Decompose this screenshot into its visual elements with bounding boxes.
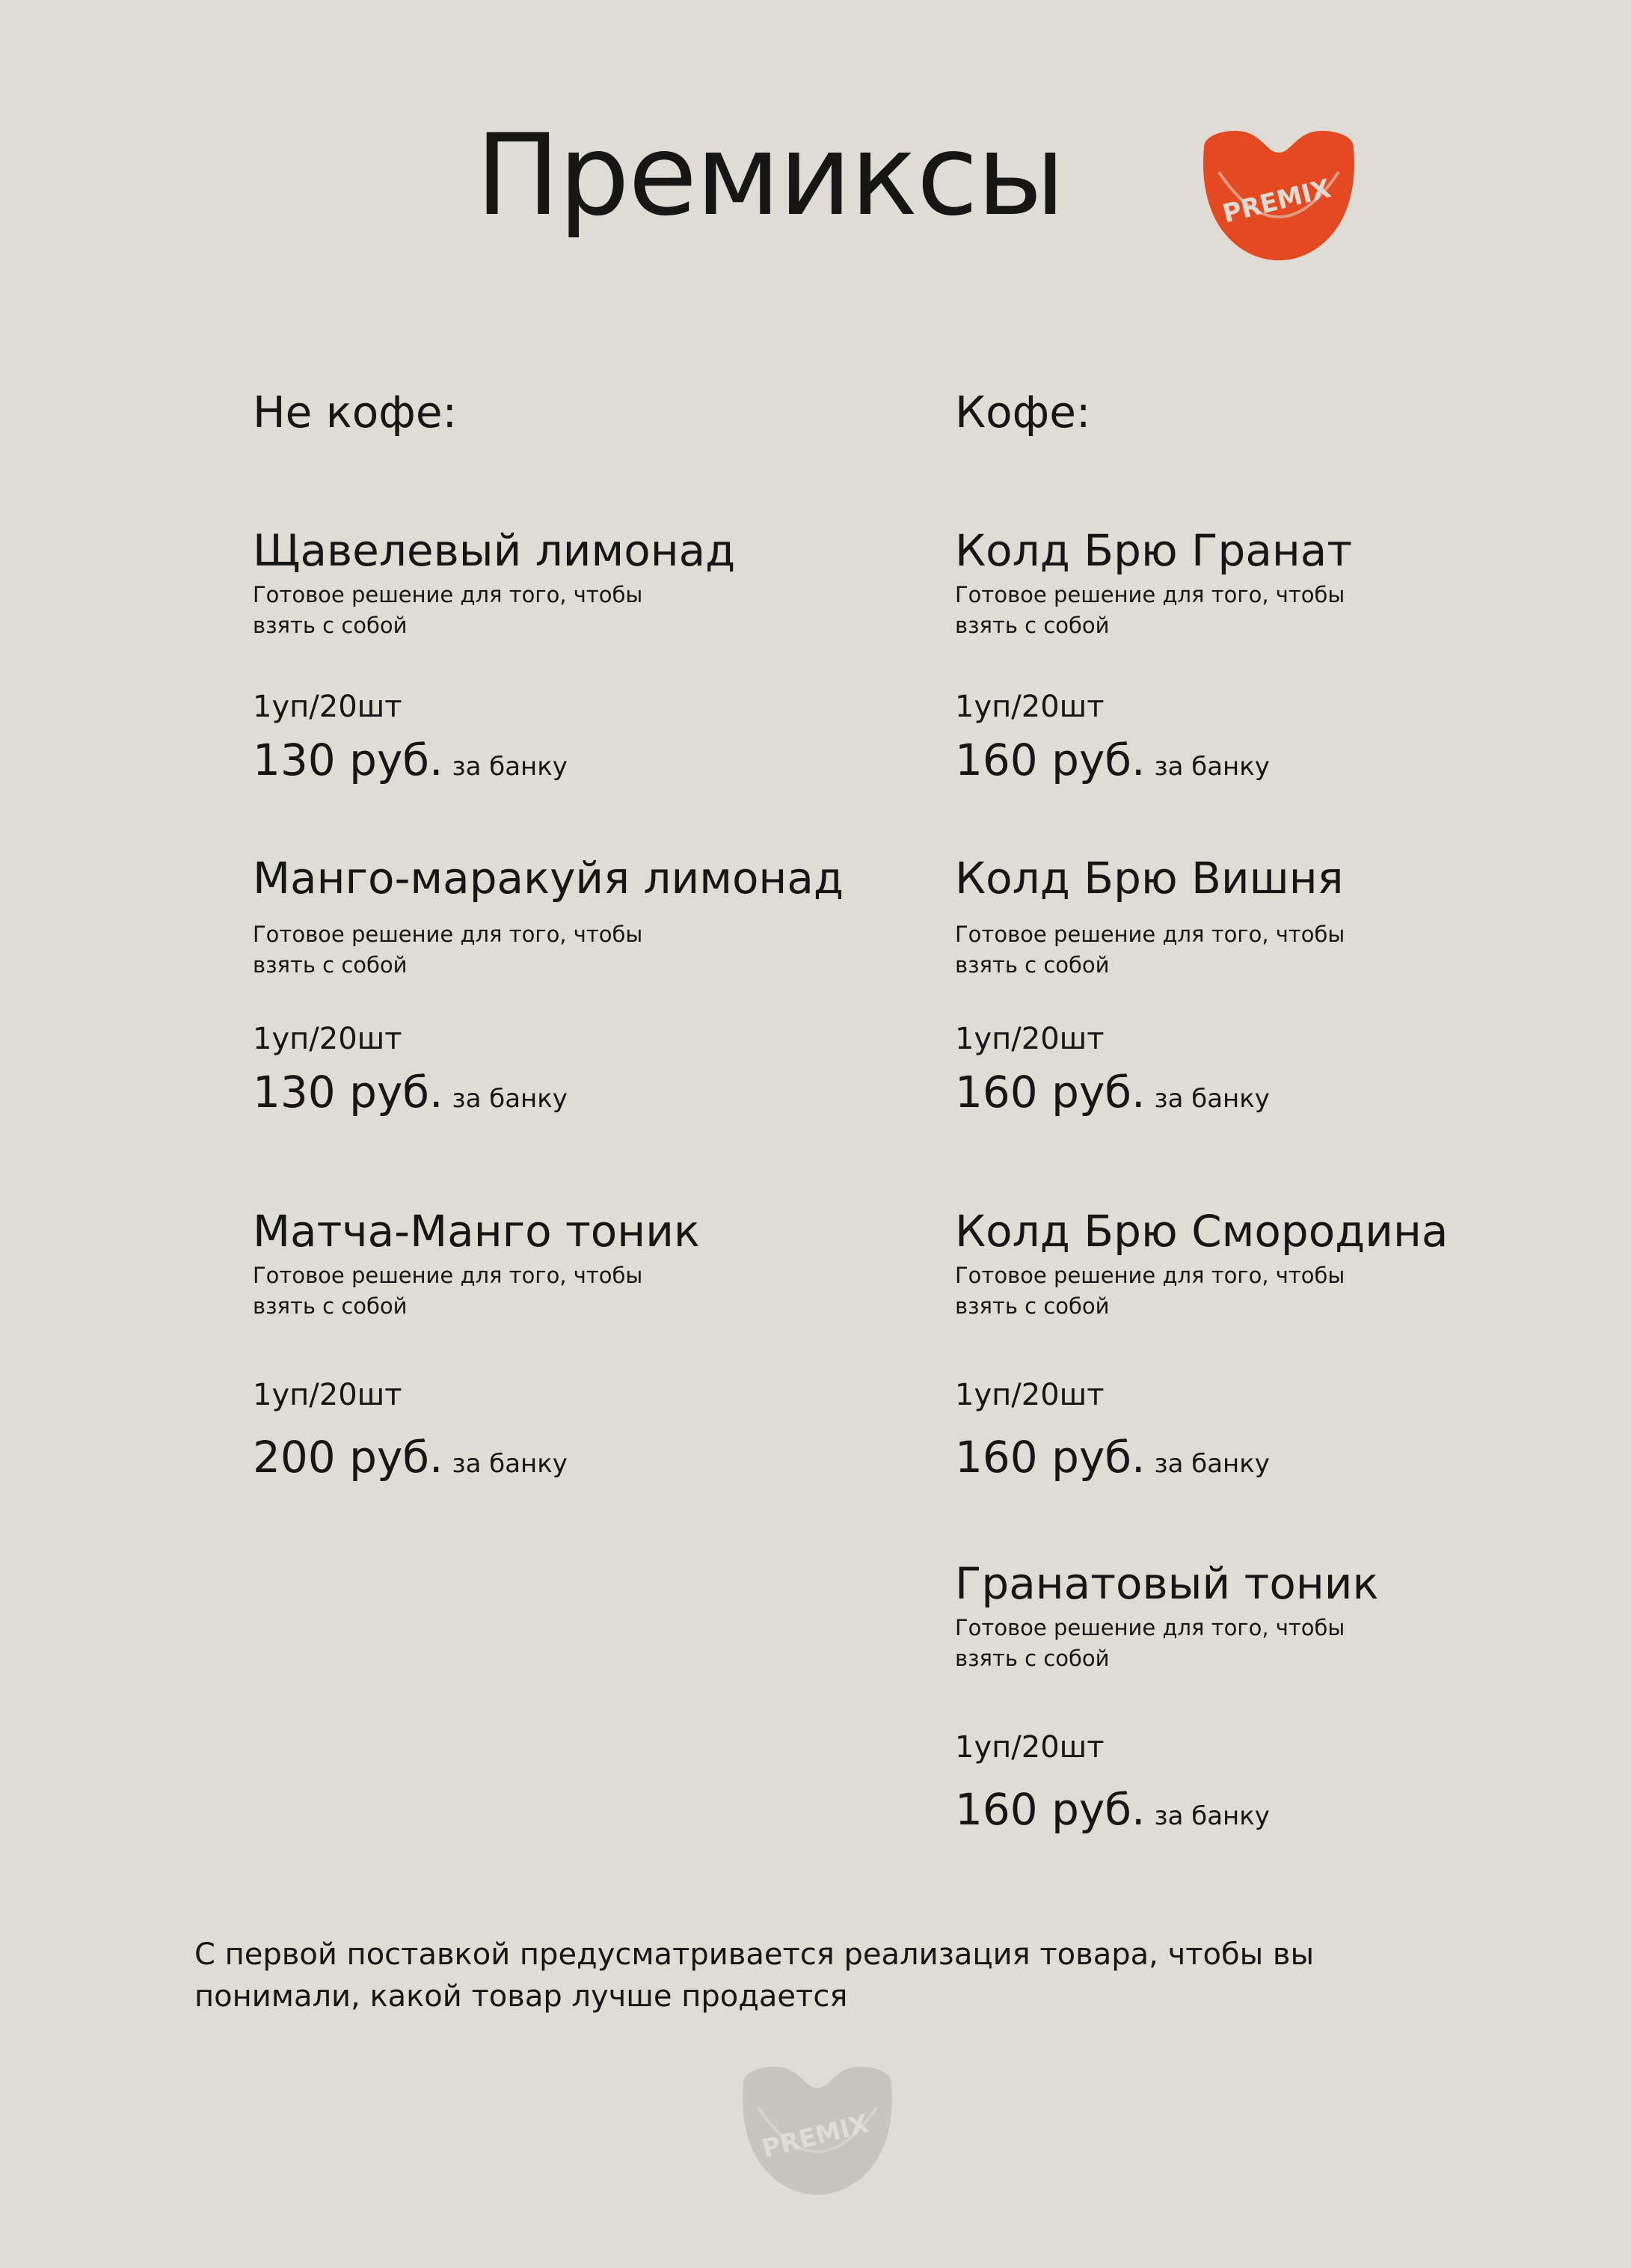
logo-wordmark: PREMIX — [1220, 174, 1334, 230]
premix-watermark-icon — [734, 2063, 900, 2196]
footer-note: С первой поставкой предусматривается реализация товара, чтобы вы понимали, какой товар лучше продается — [194, 1937, 1315, 2014]
price-row — [955, 734, 1613, 785]
product-price: 130 руб. — [253, 734, 443, 785]
product-name: Щавелевый лимонад — [253, 525, 736, 576]
watermark-wordmark: PREMIX — [758, 2109, 872, 2164]
product-item — [955, 855, 1613, 1117]
price-unit: за банку — [1154, 751, 1270, 782]
price-row — [955, 1783, 1613, 1835]
price-unit: за банку — [1154, 1800, 1270, 1831]
product-price: 160 руб. — [955, 1783, 1146, 1835]
product-description: Готовое решение для того, чтобы взять с собой — [955, 581, 1345, 638]
product-name: Колд Брю Вишня — [955, 853, 1344, 904]
product-item — [253, 527, 911, 785]
product-pack: 1уп/20шт — [253, 689, 402, 724]
page-title: Премиксы — [476, 111, 1064, 241]
product-description: Готовое решение для того, чтобы взять с собой — [955, 921, 1345, 978]
product-price: 130 руб. — [253, 1066, 443, 1118]
product-description: Готовое решение для того, чтобы взять с собой — [253, 921, 643, 978]
product-price: 160 руб. — [955, 1066, 1146, 1118]
product-pack: 1уп/20шт — [955, 1729, 1105, 1765]
price-unit: за банку — [452, 1448, 568, 1479]
column-heading: Кофе: — [955, 387, 1091, 438]
product-name: Манго-маракуйя лимонад — [253, 853, 844, 904]
product-pack: 1уп/20шт — [253, 1021, 402, 1056]
price-row — [955, 1431, 1613, 1483]
price-unit: за банку — [452, 751, 568, 782]
price-unit: за банку — [1154, 1448, 1270, 1479]
price-row — [253, 1431, 911, 1483]
product-item — [955, 1208, 1613, 1482]
product-pack: 1уп/20шт — [253, 1377, 402, 1412]
product-name: Колд Брю Смородина — [955, 1206, 1449, 1257]
product-description: Готовое решение для того, чтобы взять с собой — [253, 581, 643, 638]
price-row — [253, 734, 911, 785]
product-pack: 1уп/20шт — [955, 689, 1105, 724]
product-description: Готовое решение для того, чтобы взять с собой — [955, 1262, 1345, 1319]
column-heading: Не кофе: — [253, 387, 458, 438]
price-row — [253, 1066, 911, 1118]
product-price: 160 руб. — [955, 734, 1146, 785]
price-row — [955, 1066, 1613, 1118]
product-pack: 1уп/20шт — [955, 1021, 1105, 1056]
product-name: Матча-Манго тоник — [253, 1206, 700, 1257]
product-item — [955, 1560, 1613, 1834]
product-item — [253, 1208, 911, 1482]
product-name: Колд Брю Гранат — [955, 525, 1353, 576]
product-description: Готовое решение для того, чтобы взять с собой — [955, 1614, 1345, 1671]
product-name: Гранатовый тоник — [955, 1558, 1379, 1609]
product-price: 200 руб. — [253, 1431, 443, 1483]
premix-logo-icon — [1197, 127, 1361, 262]
product-item — [253, 855, 911, 1117]
price-unit: за банку — [452, 1083, 568, 1114]
product-pack: 1уп/20шт — [955, 1377, 1105, 1412]
product-item — [955, 527, 1613, 785]
price-unit: за банку — [1154, 1083, 1270, 1114]
product-price: 160 руб. — [955, 1431, 1146, 1483]
product-description: Готовое решение для того, чтобы взять с собой — [253, 1262, 643, 1319]
